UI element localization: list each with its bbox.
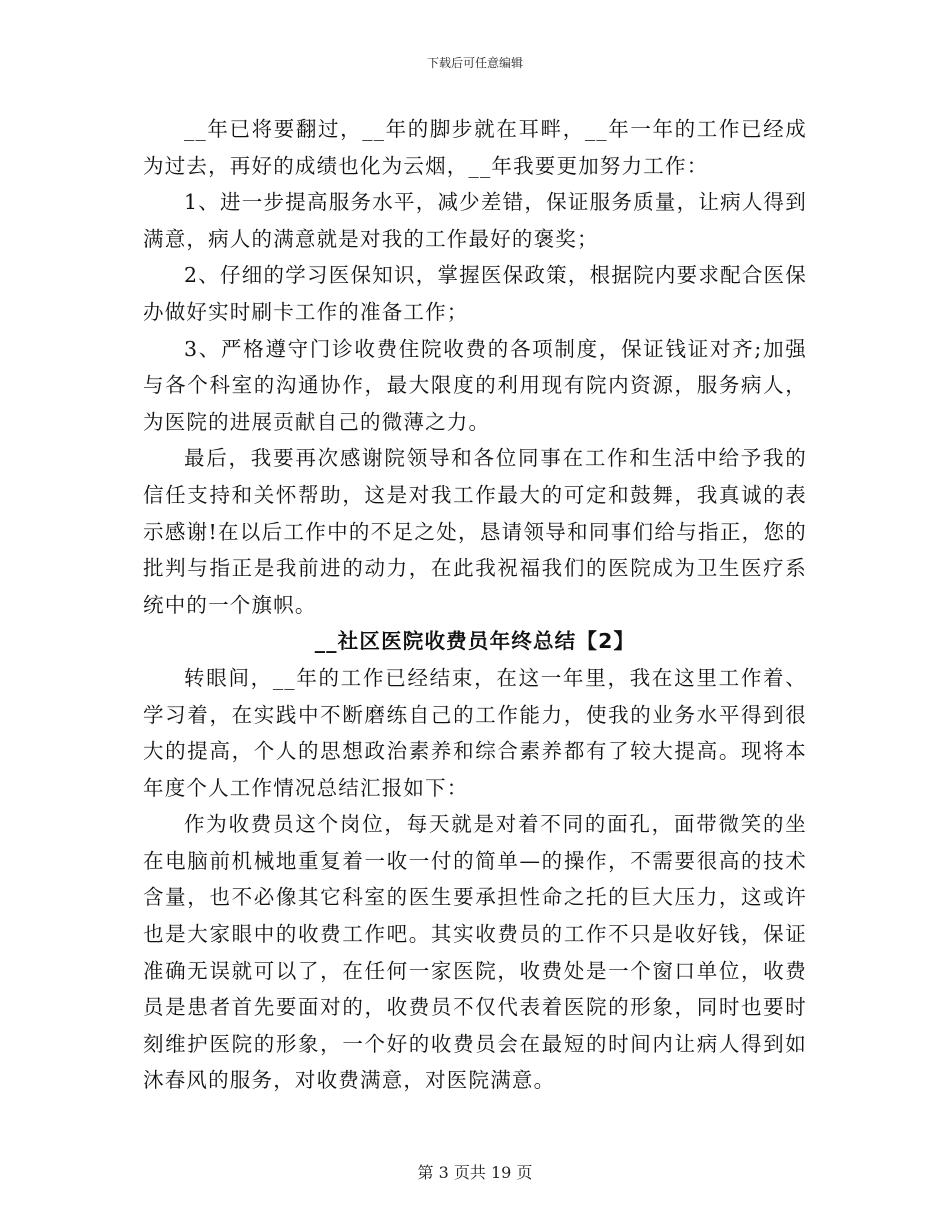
page-header: 下载后可任意编辑 [426,56,523,70]
paragraph: 作为收费员这个岗位，每天就是对着不同的面孔，面带微笑的坐在电脑前机械地重复着一收一付的简单—的操作，不需要很高的技术含量，也不必像其它科室的医生要承担性命之托的巨大压力，这或许也是大家眼中的收费工作吧。其实收费员的工作不只是收好钱，保证准确无误就可以了，在任何一家医院，收费处是一个窗口单位，收费员是患者首先要面对的，收费员不仅代表着医院的形象，同时也要时刻维护医院的形象，一个好的收费员会在最短的时间内让病人得到如沐春风的服务，对收费满意，对医院满意。 [143,812,807,1093]
paragraph: 转眼间，__年的工作已经结束，在这一年里，我在这里工作着、学习着，在实践中不断磨练自己的工作能力，使我的业务水平得到很大的提高，个人的思想政治素养和综合素养都有了较大提高。现将本年度个人工作情况总结汇报如下： [143,665,807,800]
paragraph: __年已将要翻过，__年的脚步就在耳畔，__年一年的工作已经成为过去，再好的成绩也化为云烟，__年我要更加努力工作： [143,117,807,178]
document-body [143,111,807,1099]
paragraph: 1、进一步提高服务水平，减少差错，保证服务质量，让病人得到满意，病人的满意就是对我的工作最好的褒奖； [143,190,807,251]
page-footer: 第 3 页共 19 页 [417,1163,533,1182]
paragraph: 最后，我要再次感谢院领导和各位同事在工作和生活中给予我的信任支持和关怀帮助，这是对我工作最大的可定和鼓舞，我真诚的表示感谢!在以后工作中的不足之处，恳请领导和同事们给与指正，您的批判与指正是我前进的动力，在此我祝福我们的医院成为卫生医疗系统中的一个旗帜。 [143,446,807,617]
section-title: __社区医院收费员年终总结【2】 [314,629,636,654]
paragraph: 2、仔细的学习医保知识，掌握医保政策，根据院内要求配合医保办做好实时刷卡工作的准备工作； [143,263,807,324]
paragraph: 3、严格遵守门诊收费住院收费的各项制度，保证钱证对齐;加强与各个科室的沟通协作，最大限度的利用现有院内资源，服务病人，为医院的进展贡献自己的微薄之力。 [143,336,807,434]
